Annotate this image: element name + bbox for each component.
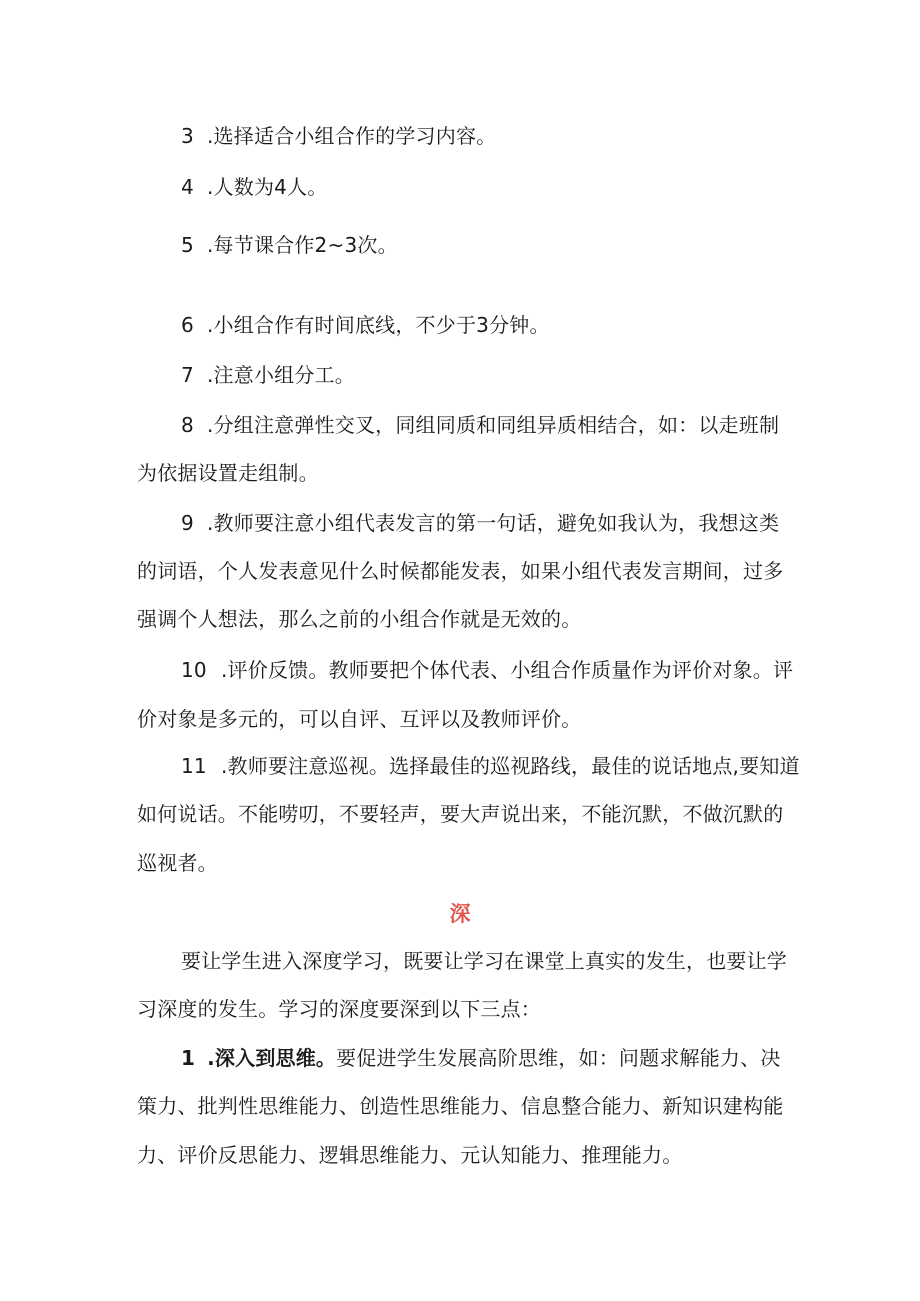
point-title: .深入到思维。 [207,1046,337,1070]
item-continuation: 强调个人想法，那么之前的小组合作就是无效的。 [137,607,582,631]
point-number: 1 [181,1046,196,1070]
item-text: .人数为4人。 [207,175,328,199]
item-text: .分组注意弹性交叉，同组同质和同组异质相结合，如：以走班制 [207,413,780,437]
list-item-8 [181,411,779,439]
intro-paragraph-line: 要让学生进入深度学习，既要让学习在课堂上真实的发生，也要让学 [181,949,787,973]
item-text: .小组合作有时间底线，不少于3分钟。 [207,313,550,337]
list-item-10 [181,656,793,684]
item-number: 10 [181,658,207,682]
list-item-6 [181,311,550,339]
item-text: .选择适合小组合作的学习内容。 [207,124,497,148]
section-heading: 深 [449,902,471,926]
item-text: .评价反馈。教师要把个体代表、小组合作质量作为评价对象。评 [221,658,794,682]
item-number: 6 [181,313,194,337]
item-number: 11 [181,754,207,778]
item-continuation: 巡视者。 [137,851,218,875]
list-item-7 [181,361,355,389]
point-text: 要促进学生发展高阶思维，如：问题求解能力、决 [336,1046,781,1070]
item-number: 8 [181,413,194,437]
item-number: 4 [181,175,194,199]
list-item-9 [181,509,779,537]
list-item-3 [181,122,496,150]
item-continuation: 的词语，个人发表意见什么时候都能发表，如果小组代表发言期间，过多 [137,559,784,583]
item-number: 3 [181,124,194,148]
item-number: 9 [181,511,194,535]
intro-paragraph-line: 习深度的发生。学习的深度要深到以下三点： [137,997,541,1021]
item-continuation: 价对象是多元的，可以自评、互评以及教师评价。 [137,707,582,731]
item-text: .注意小组分工。 [207,363,355,387]
point-item-1 [181,1044,781,1072]
list-item-5 [181,231,398,259]
item-text: .教师要注意巡视。选择最佳的巡视路线，最佳的说话地点,要知道 [221,754,800,778]
item-continuation: 如何说话。不能唠叨，不要轻声，要大声说出来，不能沉默，不做沉默的 [137,802,784,826]
list-item-4 [181,173,327,201]
item-continuation: 为依据设置走组制。 [137,461,319,485]
point-continuation: 力、评价反思能力、逻辑思维能力、元认知能力、推理能力。 [137,1143,683,1167]
item-number: 7 [181,363,194,387]
item-number: 5 [181,233,194,257]
item-text: .教师要注意小组代表发言的第一句话，避免如我认为，我想这类 [207,511,780,535]
list-item-11 [181,752,800,780]
point-continuation: 策力、批判性思维能力、创造性思维能力、信息整合能力、新知识建构能 [137,1094,784,1118]
item-text: .每节课合作2~3次。 [207,233,398,257]
